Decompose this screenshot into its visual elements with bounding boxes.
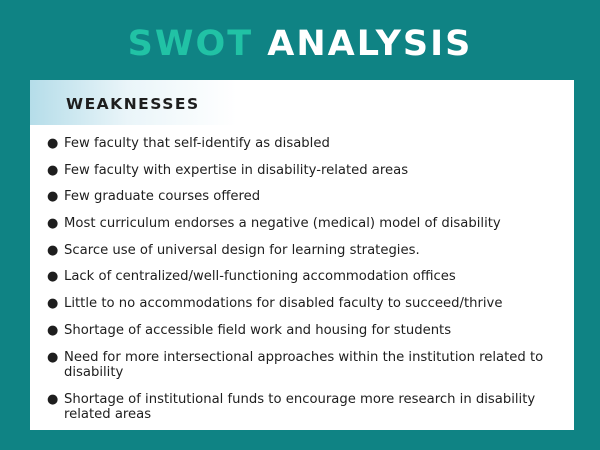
list-item-text: Few graduate courses offered — [64, 189, 261, 205]
list-item — [45, 189, 565, 205]
list-item-text: Few faculty with expertise in disability-related areas — [64, 162, 409, 178]
bullet-icon: ● — [47, 391, 59, 407]
list-item — [45, 163, 565, 179]
list-item — [45, 269, 565, 285]
list-item-text: Most curriculum endorses a negative (medical) model of disability — [64, 216, 501, 232]
list-item — [45, 392, 565, 423]
bullet-icon: ● — [47, 242, 59, 258]
list-item — [45, 296, 565, 312]
weaknesses-list — [45, 136, 565, 434]
bullet-icon: ● — [47, 349, 59, 365]
title-word-swot: SWOT — [127, 24, 254, 64]
list-item — [45, 323, 565, 339]
list-item — [45, 243, 565, 259]
list-item — [45, 216, 565, 232]
list-item-text: Little to no accommodations for disabled faculty to succeed/thrive — [64, 296, 503, 312]
bullet-icon: ● — [47, 322, 59, 338]
list-item-text: Shortage of institutional funds to encourage more research in disability related areas — [64, 391, 536, 423]
list-item — [45, 350, 565, 381]
list-item-text: Few faculty that self-identify as disabled — [64, 136, 330, 151]
weaknesses-card — [30, 80, 574, 430]
bullet-icon: ● — [47, 216, 59, 232]
list-item-text: Shortage of accessible field work and housing for students — [64, 322, 452, 338]
list-item-text: Scarce use of universal design for learning strategies. — [64, 242, 420, 258]
list-item-text: Need for more intersectional approaches within the institution related to disability — [64, 349, 544, 380]
bullet-icon: ● — [47, 296, 59, 312]
slide-title — [0, 22, 600, 66]
bullet-icon: ● — [47, 136, 59, 151]
title-word-analysis: ANALYSIS — [267, 24, 473, 64]
card-header — [30, 80, 574, 125]
list-item-text: Lack of centralized/well-functioning accommodation offices — [64, 269, 456, 285]
bullet-icon: ● — [47, 269, 59, 285]
card-title: WEAKNESSES — [66, 95, 200, 113]
bullet-icon: ● — [47, 162, 59, 178]
list-item — [45, 136, 565, 152]
bullet-icon: ● — [47, 189, 59, 205]
